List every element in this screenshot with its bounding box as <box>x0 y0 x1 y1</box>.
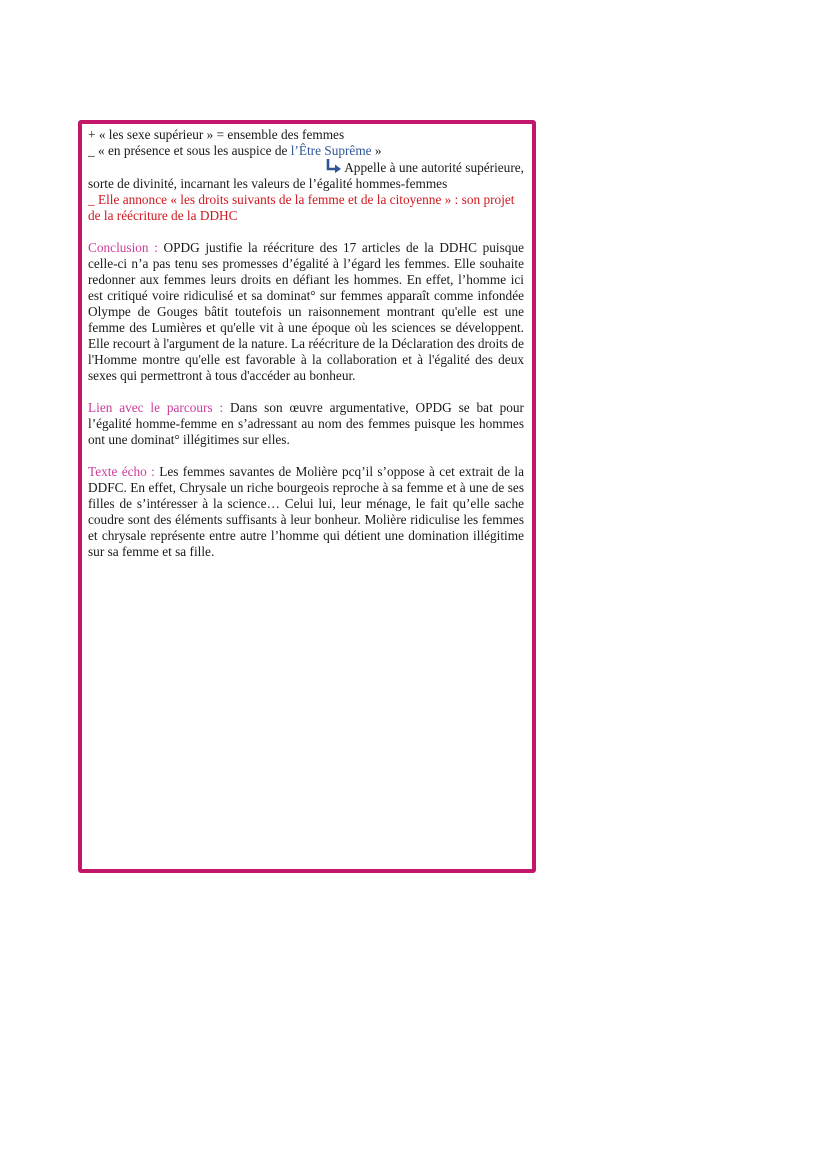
lien-label: Lien avec le parcours : <box>88 400 224 415</box>
note-line-3-text: Appelle à une autorité supérieure, <box>344 160 524 175</box>
echo-text: Les femmes savantes de Molière pcq’il s’oppose à cet extrait de la DDFC. En effet, Chrysale un riche bourgeois reproche à sa femme et à une de ses filles de s’intéresser à la science… Celui lui, leur ménage, le fait qu’elle sache coudre sont des éléments suffisants à leur bonheur. Molière ridiculise les femmes et chrysale représente entre autre l’homme qui détient une domination illégitime sur sa femme et sa fille. <box>88 464 524 559</box>
lien-text: Dans son œuvre argumentative, OPDG se bat pour l’égalité homme-femme en s’adressant au nom des femmes puisque les hommes ont une dominat° illégitimes sur elles. <box>88 400 524 447</box>
conclusion-text: OPDG justifie la réécriture des 17 articles de la DDHC puisque celle-ci n’a pas tenu ses promesses d’égalité à l’égard les femmes. Elle souhaite redonner aux femmes leurs droits en défiant les hommes. En effet, l’homme ici est critiqué voire ridiculisé et sa dominat° sur femmes apparaît comme infondée Olympe de Gouges bâtit toutefois un raisonnement montrant qu'elle est une femme des Lumières et qu'elle vit à une époque où les sciences se développent. Elle recourt à l'argument de la nature. La réécriture de la Déclaration des droits de l'Homme montre qu'elle est favorable à la collaboration et à l'égalité des deux sexes qui permettront à tous d'accéder au bonheur. <box>88 240 524 383</box>
note-line-2 <box>88 143 524 159</box>
note-line-1: + « les sexe supérieur » = ensemble des femmes <box>88 127 345 142</box>
conclusion-paragraph <box>88 240 524 384</box>
echo-label: Texte écho : <box>88 464 155 479</box>
arrow-turn-right-icon <box>326 159 342 173</box>
note-line-2-prefix: _ « en présence et sous les auspice de <box>88 143 291 158</box>
etre-supreme-link: l’Être Suprême <box>290 143 372 158</box>
lien-paragraph <box>88 400 524 448</box>
document-body <box>88 127 524 560</box>
conclusion-label: Conclusion : <box>88 240 158 255</box>
echo-paragraph <box>88 464 524 560</box>
note-line-3 <box>88 159 524 176</box>
note-line-2-suffix: » <box>371 143 382 158</box>
note-line-4: sorte de divinité, incarnant les valeurs de l’égalité hommes-femmes <box>88 176 448 191</box>
note-line-5: _ Elle annonce « les droits suivants de la femme et de la citoyenne » : son projet de la réécriture de la DDHC <box>88 192 515 223</box>
